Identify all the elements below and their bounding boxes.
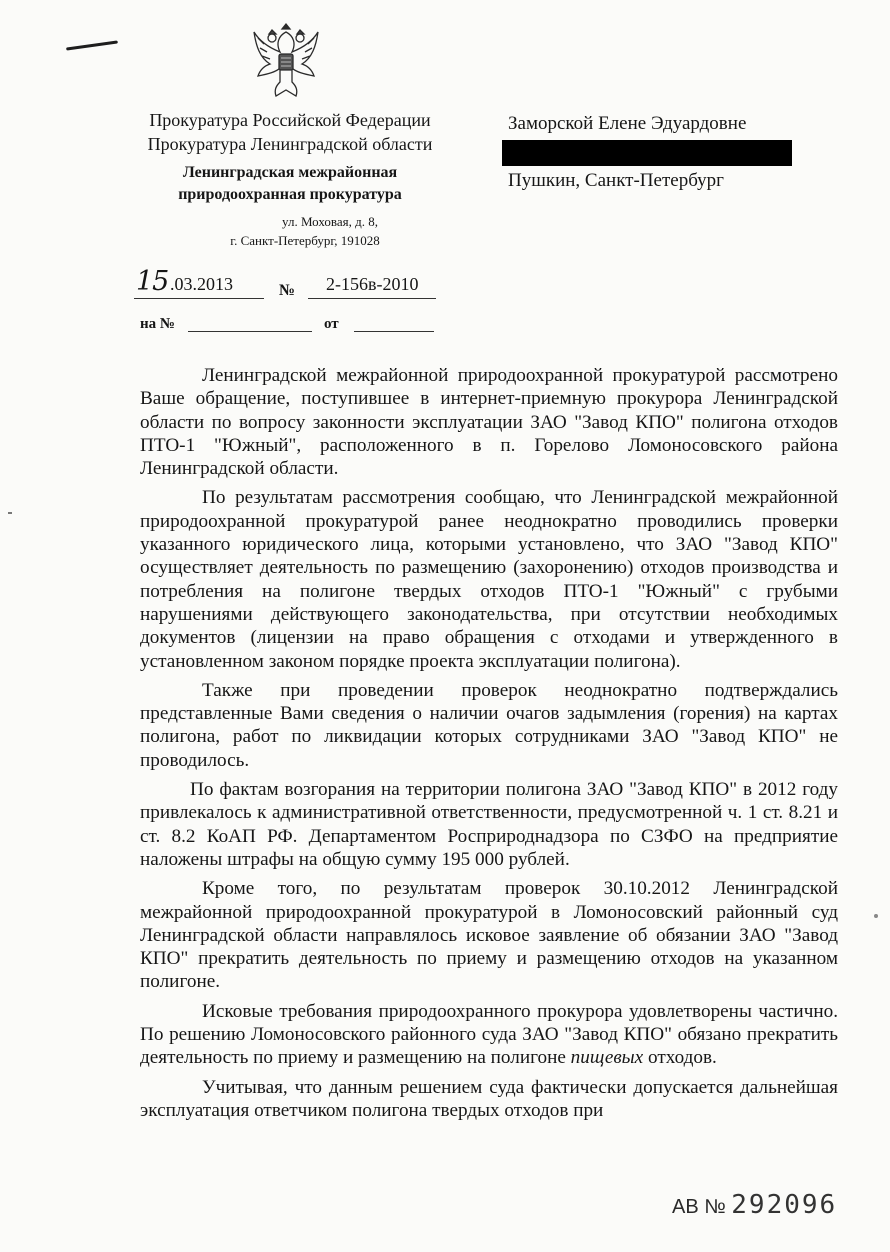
reference-number [308,268,436,299]
reference-number-text: 2-156в-2010 [326,274,419,294]
paragraph-6-end: отходов. [643,1047,717,1069]
number-sign: № [279,282,296,299]
paragraph-4: По фактам возгорания на территории полигона ЗАО "Завод КПО" в 2012 году привлекалось к административной ответственности, предусмотренной ч. 1 ст. 8.21 и ст. 8.2 КоАП РФ. Департаментом Росприроднадзора по СЗФО на предприятие наложены штрафы на общую сумму 195 000 рублей. [140,779,838,870]
letter-body [140,364,838,1122]
from-blank [354,330,434,332]
sender-line-2: Прокуратура Ленинградской области [147,134,433,154]
from-label: от [324,316,339,332]
sender-block [130,108,450,250]
paragraph-3: Также при проведении проверок неоднократно подтверждались представленные Вами сведения о наличии очагов задымления (горения) на картах полигона, работ по ликвидации которых сотрудниками ЗАО "Завод КПО" не проводилось. [140,679,838,771]
pen-mark [66,40,118,50]
sender-line-1: Прокуратура Российской Федерации [149,110,431,130]
paragraph-6-italic: пищевых [570,1047,644,1069]
paragraph-1: Ленинградской межрайонной природоохранной прокуратурой рассмотрено Ваше обращение, поступившее в интернет-приемную прокурора Ленинградской области по вопросу законности эксплуатации ЗАО "Завод КПО" полигона отходов ПТО-1 "Южный", расположенного в п. Горелово Ломоносовского района Ленинградской области. [140,365,838,480]
reference-row [134,268,454,302]
paper-speck [874,914,878,918]
reference-date [134,268,264,299]
paragraph-7: Учитывая, что данным решением суда фактически допускается дальнейшая эксплуатация ответчиком полигона твердых отходов при [140,1076,838,1121]
sender-office-1: Ленинградская межрайонная [182,164,398,181]
sender-address-2: г. Санкт-Петербург, 191028 [230,233,380,248]
coat-of-arms-icon [250,18,322,100]
reply-to-blank [188,330,312,332]
edge-mark [8,512,12,514]
serial-prefix: АВ № [672,1196,726,1218]
recipient-name: Заморской Елене Эдуардовне [508,113,747,134]
recipient-city: Пушкин, Санкт-Петербург [508,170,724,191]
serial-number: 292096 [731,1190,838,1220]
redacted-address [502,140,792,166]
form-serial [672,1190,837,1220]
sender-office-2: природоохранная прокуратура [178,186,402,203]
paragraph-6 [140,1000,838,1070]
reply-to-label: на № [140,316,175,332]
recipient-block [508,112,828,193]
paragraph-5: Кроме того, по результатам проверок 30.10.2012 Ленинградской межрайонной природоохранной прокуратурой в Ломоносовский районный суд Ленинградской области направлялось исковое заявление об обязании ЗАО "Завод КПО" прекратить деятельность по приему и размещению отходов на указанном полигоне. [140,878,838,993]
sender-address-1: ул. Моховая, д. 8, [282,214,378,229]
paragraph-6-main: Исковые требования природоохранного прокурора удовлетворены частично. По решению Ломоносовского районного суда ЗАО "Завод КПО" обязано прекратить деятельность по приему и размещению на полигоне [140,1000,838,1069]
handwritten-day: 15 [136,266,169,297]
paragraph-2: По результатам рассмотрения сообщаю, что Ленинградской межрайонной природоохранной прокуратурой ранее неоднократно проводились проверки указанного юридического лица, которыми установлено, что ЗАО "Завод КПО" осуществляет деятельность по размещению (захоронению) отходов производства и потребления на полигоне твердых отходов ПТО-1 "Южный" с грубыми нарушениями действующего законодательства, при отсутствии необходимых документов (лицензии на право обращения с отходами и утвержденного в установленном законом порядке проекта эксплуатации полигона). [140,487,838,672]
printed-date: .03.2013 [170,274,233,294]
